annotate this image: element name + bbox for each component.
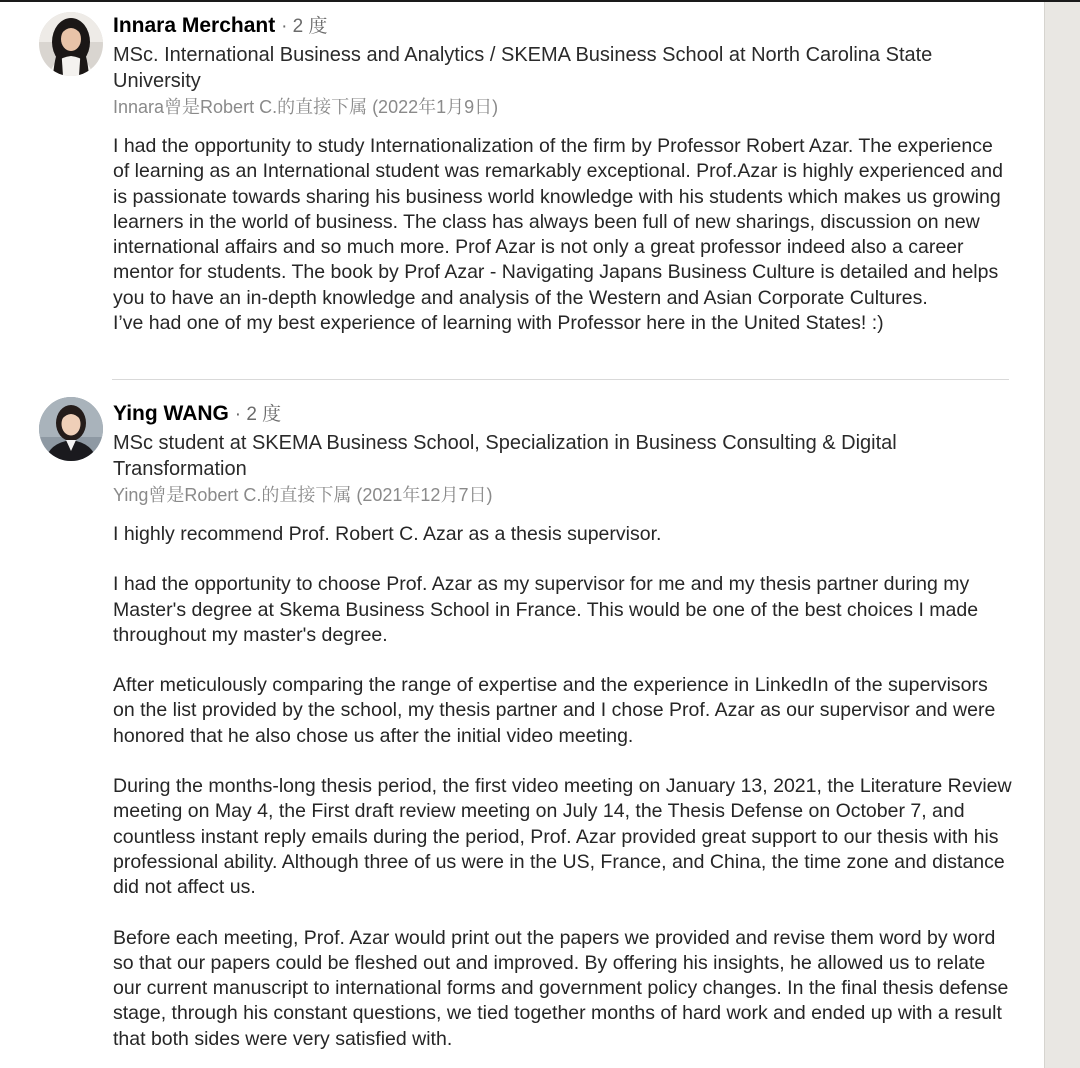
recommendation-paragraph: I’ve had one of my best experience of learning with Professor here in the United States! :)	[113, 312, 884, 335]
recommendation-paragraph: During the months-long thesis period, the first video meeting on January 13, 2021, the Literature Review meeting on May 4, the First draft review meeting on July 14, the Thesis Defense on October 7, and countless instant reply emails during the period, Prof. Azar provided great support to our thesis with his professional ability. Although three of us were in the US, France, and China, the time zone and distance did not affect us.	[113, 775, 1012, 899]
avatar[interactable]	[39, 397, 103, 461]
recommender-name[interactable]: Ying WANG	[113, 402, 229, 425]
recommendation-content	[113, 12, 1013, 336]
recommender-headline: MSc student at SKEMA Business School, Specialization in Business Consulting & Digital Transformation	[113, 432, 897, 480]
relationship-date: Ying曾是Robert C.的直接下属 (2021年12月7日)	[113, 485, 493, 505]
name-line	[113, 400, 1013, 429]
avatar-photo	[39, 397, 103, 461]
recommendation-text	[113, 522, 1013, 1052]
recommendation-paragraph: I had the opportunity to choose Prof. Azar as my supervisor for me and my thesis partner during my Master's degree at Skema Business School in France. This would be one of the best choices I made throughout my master's degree.	[113, 573, 979, 646]
recommendation-text	[113, 134, 1013, 336]
divider	[112, 379, 1009, 380]
connection-degree: · 2 度	[234, 404, 282, 425]
relationship-date: Innara曾是Robert C.的直接下属 (2022年1月9日)	[113, 97, 499, 117]
connection-degree: · 2 度	[281, 16, 328, 37]
avatar[interactable]	[39, 12, 103, 76]
recommendation-item	[0, 385, 1044, 1068]
recommendation-paragraph: I highly recommend Prof. Robert C. Azar as a thesis supervisor.	[113, 523, 662, 545]
avatar-photo	[39, 12, 103, 76]
recommendation-paragraph: Before each meeting, Prof. Azar would print out the papers we provided and revise them word by word so that our papers could be fleshed out and improved. By offering his insights, he allowed us to relate our current manuscript to international forms and government policy changes. In the final thesis defense stage, through his constant questions, we tied together months of hard work and ended up with a result that both sides were very satisfied with.	[113, 926, 1009, 1050]
recommendation-paragraph: I had the opportunity to study Internationalization of the firm by Professor Robert Azar. The experience of learning as an International student was remarkably exceptional. Prof.Azar is highly experienced and is passionate towards sharing his business world knowledge with his students which makes us growing learners in the world of business. The class has always been full of new sharings, discussion on new international affairs and so much more. Prof Azar is not only a great professor indeed also a career mentor for students. The book by Prof Azar - Navigating Japans Business Culture is detailed and helps you to have an in-depth knowledge and analysis of the Western and Asian Corporate Cultures.	[113, 135, 1003, 309]
name-line	[113, 12, 1013, 41]
recommendation-paragraph: After meticulously comparing the range of expertise and the experience in LinkedIn of the supervisors on the list provided by the school, my thesis partner and I chose Prof. Azar as our supervisor and were honored that he also chose us after the initial video meeting.	[113, 674, 996, 747]
recommendation-item	[0, 2, 1044, 380]
recommendations-card	[0, 2, 1045, 1068]
recommender-headline: MSc. International Business and Analytics / SKEMA Business School at North Carolina State University	[113, 44, 933, 92]
recommendation-content	[113, 400, 1013, 1052]
recommender-name[interactable]: Innara Merchant	[113, 14, 276, 37]
